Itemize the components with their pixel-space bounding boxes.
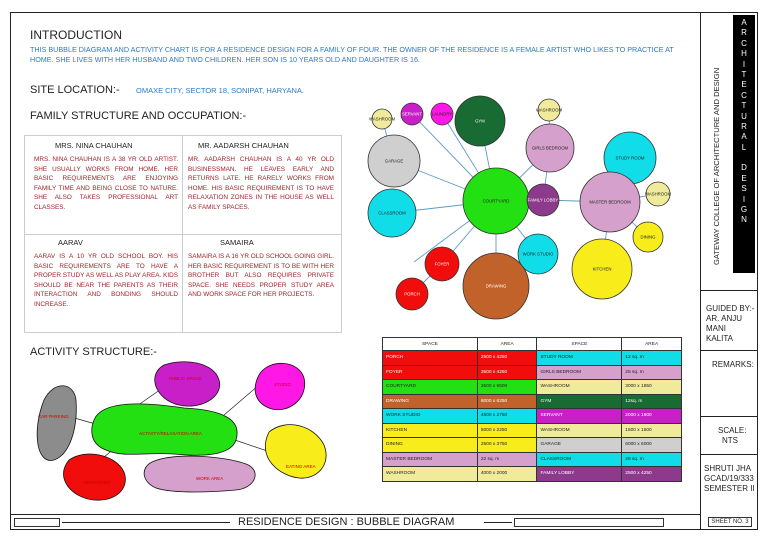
area-table-body <box>383 338 682 482</box>
member-desc-aarav: AARAV IS A 10 YR OLD SCHOOL BOY. HIS BASIC REQUIREMENTS ARE TO HAVE A PROPER STUDY AS WELL AS PLAY AREA. KIDS SHOULD BE NEAR THE PARENTS AS THEIR INTERACTION AND BONDING SHOULD INCREASE. <box>34 253 178 308</box>
zone-label-work-area: WORK AREA <box>196 476 224 481</box>
space-cell: STUDY ROOM <box>537 351 622 366</box>
scale-value: NTS <box>722 436 738 445</box>
area-cell: 4500 x 2750 <box>477 409 537 424</box>
architectural-letter: E <box>741 80 747 90</box>
member-name-aadarsh: MR. AADARSH CHAUHAN <box>198 141 289 150</box>
design-letter: G <box>740 204 748 214</box>
student-id: GCAD/19/333 <box>704 474 754 483</box>
activity-diagram <box>24 360 344 508</box>
intro-title: INTRODUCTION <box>30 28 122 42</box>
member-name-samaira: SAMAIRA <box>220 238 254 247</box>
architectural-letter: C <box>741 38 747 48</box>
site-location-label: SITE LOCATION:- <box>30 84 120 96</box>
bubble-label: DRAWING <box>485 283 507 289</box>
footer-rule-right <box>484 522 512 523</box>
area-cell: 22 sq. m <box>477 452 537 467</box>
remarks-label: REMARKS: <box>712 360 754 369</box>
footer-top-line <box>10 514 700 515</box>
student-semester: SEMESTER II <box>704 484 755 493</box>
space-cell: DRAWING <box>383 394 478 409</box>
space-cell: WASHROOM <box>537 423 622 438</box>
member-desc-samaira: SAMAIRA IS A 16 YR OLD SCHOOL GOING GIRL. HER BASIC REQUIREMENT IS TO BE WITH HER BROTHER BUT ALSO REQUIRES PRIVATE SPACE. SHE NEEDS PROPER STUDY AREA AND WORK SPACE FOR HER PROJECTS. <box>188 253 334 299</box>
architectural-letter: T <box>741 70 747 80</box>
guide-name-2: MANI <box>706 324 726 333</box>
zone-label-car-parking: CAR PARKING <box>38 414 69 419</box>
divider-student <box>700 454 758 455</box>
header-space-2: SPACE <box>537 338 622 351</box>
space-cell: FOYER <box>383 365 478 380</box>
space-cell: COURTYARD <box>383 380 478 395</box>
area-cell: 3500 x 4250 <box>477 365 537 380</box>
divider-scale <box>700 416 758 417</box>
space-cell: CLASSROOM <box>537 452 622 467</box>
header-area-1: AREA <box>477 338 537 351</box>
table-row <box>383 394 682 409</box>
area-cell: 1500 x 1500 <box>622 423 682 438</box>
bubble-label: GARAGE <box>384 158 404 164</box>
design-letter: I <box>742 194 746 204</box>
table-row <box>383 351 682 366</box>
area-cell: 4000 x 2000 <box>477 467 537 482</box>
area-cell: 2000 x 1600 <box>622 409 682 424</box>
footer-scale-bar-right <box>514 518 664 527</box>
bubble-label: FOYER <box>434 261 450 267</box>
design-letter: N <box>741 215 747 225</box>
bubble-label: FAMILY LOBBY <box>527 197 559 203</box>
zone-car-parking <box>37 386 76 461</box>
bubble-diagram <box>362 88 698 326</box>
architectural-letters <box>738 18 750 153</box>
architectural-letter: R <box>741 28 747 38</box>
design-letters <box>738 163 750 225</box>
zone-work-area <box>144 456 255 492</box>
bubble-label: WORK STUDIO <box>522 251 554 257</box>
bubble-label: KITCHEN <box>592 266 612 272</box>
area-cell: 5000 x 2250 <box>477 423 537 438</box>
table-row <box>383 438 682 453</box>
intro-text: THIS BUBBLE DIAGRAM AND ACTIVITY CHART IS FOR A RESIDENCE DESIGN FOR A FAMILY OF FOUR. THE OWNER OF THE RESIDENCE IS A FEMALE ARTIST WHO LIKES TO PRACTICE AT HOME. SHE LIVES WITH HER HUSBAND AND TWO CHILDREN. HER SON IS 10 YEARS OLD AND DAUGHTER IS 16. <box>30 45 674 64</box>
table-row <box>383 380 682 395</box>
bubble-label: WASHROOM <box>368 116 396 122</box>
zone-label-bedrooms: BEDROOMS <box>84 480 111 485</box>
header-area-2: AREA <box>622 338 682 351</box>
bubble-label: MASTER BEDROOM <box>589 199 631 205</box>
area-cell: 6000 x 6250 <box>477 394 537 409</box>
area-cell: 2500 x 4250 <box>477 351 537 366</box>
area-table <box>382 337 682 482</box>
space-cell: WASHROOM <box>383 467 478 482</box>
design-letter: D <box>741 163 747 173</box>
table-row <box>383 365 682 380</box>
zone-label-public-space: PUBLIC SPACE <box>169 376 202 381</box>
footer-title: RESIDENCE DESIGN : BUBBLE DIAGRAM <box>238 516 455 528</box>
site-location-value: OMAXE CITY, SECTOR 18, SONIPAT, HARYANA. <box>136 86 304 95</box>
design-letter: S <box>741 184 747 194</box>
space-cell: MASTER BEDROOM <box>383 452 478 467</box>
table-row <box>383 409 682 424</box>
bubble-label: PORCH <box>404 291 420 297</box>
architectural-letter: T <box>741 101 747 111</box>
table-row <box>383 423 682 438</box>
architectural-letter: R <box>741 122 747 132</box>
architectural-letter: U <box>741 111 747 121</box>
space-cell: DINING <box>383 438 478 453</box>
area-table-header <box>383 338 682 351</box>
family-divider-h <box>25 234 341 235</box>
architectural-letter: I <box>742 59 746 69</box>
space-cell: KITCHEN <box>383 423 478 438</box>
guide-name-3: KALITA <box>706 334 733 343</box>
architectural-letter: A <box>741 18 747 27</box>
member-desc-aadarsh: MR. AADARSH CHAUHAN IS A 40 YR OLD BUSINESSMAN. HE LEAVES EARLY AND RETURNS LATE. HE RARELY WORKS FROM HOME. HIS BASIC REQUIREMENT IS TO HAVE RELAXATION ZONES IN THE HOUSE AS WELL AS FAMILY SPACES. <box>188 156 334 211</box>
student-name: SHRUTI JHA <box>704 464 752 473</box>
table-row <box>383 467 682 482</box>
area-cell: 3000 x 1850 <box>622 380 682 395</box>
zone-label-activity: ACTIVITY/RELAXATION AREA <box>139 431 202 436</box>
guided-by-label: GUIDED BY:- <box>706 304 755 313</box>
header-space-1: SPACE <box>383 338 478 351</box>
space-cell: WORK STUDIO <box>383 409 478 424</box>
space-cell: GYM <box>537 394 622 409</box>
member-name-aarav: AARAV <box>58 238 83 247</box>
area-cell: 28 sq. m <box>622 452 682 467</box>
footer-rule-left <box>62 522 230 523</box>
space-cell: WASHROOM <box>537 380 622 395</box>
college-title: GATEWAY COLLEGE OF ARCHITECTURE AND DESIGN <box>712 67 721 265</box>
zone-activity-relaxation <box>92 404 237 455</box>
activity-heading: ACTIVITY STRUCTURE:- <box>30 346 157 358</box>
zone-bedrooms <box>63 454 125 500</box>
area-cell: 12sq. m <box>622 394 682 409</box>
bubble-label: COURTYARD <box>482 198 510 204</box>
design-letter: E <box>741 173 747 183</box>
space-cell: PORCH <box>383 351 478 366</box>
guide-name-1: AR. ANJU <box>706 314 743 323</box>
member-name-nina: MRS. NINA CHAUHAN <box>55 141 133 150</box>
bubble-label: GIRLS BEDROOM <box>531 145 569 151</box>
zone-label-eating-area: EATING AREA <box>286 464 316 469</box>
bubble-group <box>368 96 671 319</box>
scale-label: SCALE: <box>718 426 747 435</box>
area-cell: 25 sq. m <box>622 365 682 380</box>
architectural-letter: A <box>741 132 747 142</box>
bubble-label: WASHROOM <box>644 191 672 197</box>
bubble-label: DINING <box>640 234 656 240</box>
bubble-label: GYM <box>475 118 485 124</box>
sheet-number: SHEET NO. 3 <box>708 517 752 527</box>
footer-scale-bar-left <box>14 518 60 527</box>
bubble-label: WASHROOM <box>535 107 563 113</box>
area-cell: 6000 x 6000 <box>622 438 682 453</box>
space-cell: FAMILY LOBBY <box>537 467 622 482</box>
architectural-vertical <box>738 18 750 226</box>
area-cell: 3500 x 6500 <box>477 380 537 395</box>
bubble-label: SERVANT <box>402 111 422 117</box>
zone-public-space <box>155 362 220 406</box>
bubble-label: STUDY ROOM <box>615 155 645 161</box>
space-cell: GIRLS BEDROOM <box>537 365 622 380</box>
family-heading: FAMILY STRUCTURE AND OCCUPATION:- <box>30 110 247 122</box>
zone-label-studio: STUDIO <box>274 382 292 387</box>
table-row <box>383 452 682 467</box>
architectural-letter: H <box>741 49 747 59</box>
bubble-label: LAUNDRY <box>431 111 453 117</box>
bubble-label: CLASSROOM <box>378 210 406 216</box>
architectural-letter: L <box>741 142 747 152</box>
area-cell: 2500 x 3750 <box>477 438 537 453</box>
area-cell: 2500 x 4250 <box>622 467 682 482</box>
space-cell: GARAGE <box>537 438 622 453</box>
member-desc-nina: MRS. NINA CHAUHAN IS A 38 YR OLD ARTIST. SHE USUALLY WORKS FROM HOME. HER BASIC REQUIREMENTS ARE ENJOYING FAMILY TIME AND BEING CLOSE TO NATURE. SHE ALSO TAKES PROFESSIONAL ART CLASSES. <box>34 156 178 211</box>
divider-remarks <box>700 350 758 351</box>
area-cell: 12 sq. m <box>622 351 682 366</box>
space-cell: SERVANT <box>537 409 622 424</box>
zone-eating-area <box>265 425 326 479</box>
architectural-letter: C <box>741 90 747 100</box>
